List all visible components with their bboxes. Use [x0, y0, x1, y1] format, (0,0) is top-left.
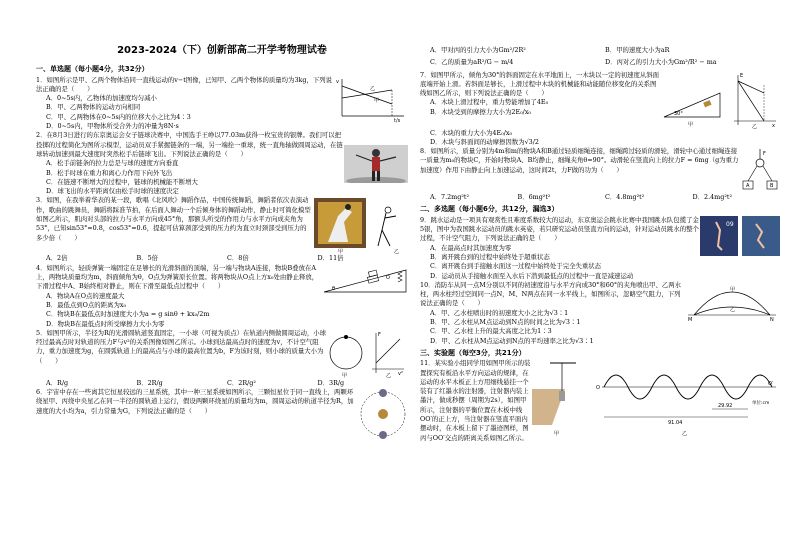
- q3-yi-label: 乙: [394, 249, 400, 255]
- q11-dim-1: 29.92: [718, 403, 733, 410]
- q1-t-axis-label: t/s: [394, 117, 401, 124]
- q7-option-d: D．木块与斜面间的动摩擦因数为√3/2: [430, 137, 539, 146]
- q5-option-a: A．R/g: [46, 378, 69, 387]
- q2-option-a: A．松手前链条的拉力总是与球的速度方向垂直: [46, 159, 179, 168]
- q4-incline-spring-diagram: [322, 264, 408, 294]
- q9-option-c: C．离开跳台到手接触水面这一过程中始终处于完全失重状态: [430, 262, 602, 271]
- q5-options: [36, 379, 408, 388]
- q3-options: [36, 254, 408, 263]
- section-experiment: 三、实验题（每空3分，共21分）: [420, 348, 526, 357]
- q10-yi-label: 乙: [730, 306, 736, 313]
- q10-option-b: B．甲、乙水柱从M点运动到N点的时间之比为√3∶1: [430, 318, 581, 327]
- q11-oprime-label: O′: [768, 381, 774, 388]
- question-8: [420, 147, 780, 193]
- q6-three-star-diagram: [358, 388, 408, 440]
- q11-dim-2: 91.04: [668, 420, 683, 427]
- q9-stem: 9．跳水运动是一项具有观赏性且难度系数较大的运动，东京奥运会跳水比赛中我国跳水队包揽了金5银，图中为我国跳水运动员的跳水英姿，若只研究运动员竖直方向的运动，针对运动员跳水的整个过程，不计空气阻力，下列说法正确的是（ ）: [420, 215, 699, 243]
- q10-stem: 10．消防车从同一点M分别以不同的初速度沿与水平方向成30°和60°的夹角喷出甲、乙两水柱，两水柱经过空间同一点N，M、N两点在同一水平线上，如图所示，忽略空气阻力，下列说法正确的是（ ）: [420, 280, 681, 308]
- q9-dive-number: 09: [726, 220, 734, 228]
- q4-option-d: D．物块B在最低点时所受摩擦力大小为零: [46, 319, 165, 328]
- q5-option-b: B．2R/g: [136, 378, 163, 387]
- section-multi-choice: 二、多选题（每小题6分，共12分，漏选3）: [420, 205, 559, 214]
- q8-option-c: C．4.8mg²t²: [605, 193, 645, 202]
- q10-option-d: D．甲、乙水柱从M点运动到N点的平均速率之比为√3∶1: [430, 336, 594, 345]
- q7-option-a: A．木块上滑过程中，重力势能增加了4E₀: [430, 98, 549, 107]
- q7-yi-label: 乙: [752, 123, 758, 129]
- q4-option-a: A．物块A在O点的速度最大: [46, 291, 125, 300]
- q10-m-label: M: [688, 316, 693, 321]
- q8-b-label: B: [770, 183, 774, 190]
- q8-pulley-diagram: [740, 147, 780, 193]
- left-column: [36, 0, 408, 549]
- q11-stem: 11．某实验小组同学用如图甲所示的装置探究有板沿水平方向运动的规律，在运动的水平木板正上方用细线悬挂一个装有了红墨水的注射器，注射器内装上墨汁，做成秒摆（周期为2s），如图甲所示，注射器的平衡位置在木板中线OO′的正上方，当注射器在竖直平面内摆动时，在木板上留下了墨迹图样，图丙与OO′交点的距离关系如图乙所示。: [420, 359, 531, 442]
- q11-o-label: O: [596, 385, 600, 392]
- q7-x-axis-label: x: [772, 122, 775, 129]
- q8-a-label: A: [746, 183, 750, 190]
- q3-option-d: D．11倍: [317, 254, 344, 263]
- q1-vt-graph: [334, 76, 408, 124]
- q10-water-arcs-diagram: [684, 281, 780, 321]
- q3-dancer-figures: [312, 196, 408, 254]
- q1-option-c: C．甲、乙两物体在0~5s内的位移大小之比为4∶3: [46, 112, 191, 121]
- q11-jia-label: 甲: [554, 431, 560, 438]
- q5-option-c: C．2R/g²: [227, 378, 256, 387]
- q1-option-a: A．0~5s内，乙物体的加速度均匀减小: [46, 94, 157, 103]
- q7-option-c: C．木块的重力大小为4E₀/x₀: [430, 128, 513, 137]
- q7-angle-label: 30°: [674, 110, 683, 117]
- q6-option-d: D．丙对乙的引力大小为Gm²/R² − ma: [605, 58, 717, 67]
- question-4: [36, 264, 408, 329]
- q4-theta-label: θ: [332, 285, 336, 292]
- q7-e-axis-label: E: [740, 72, 744, 79]
- q11-pendulum-board-diagram: [532, 359, 778, 437]
- q4-stem: 4．如图所示，轻质弹簧一端固定在足够长的光滑斜面的顶端，另一端与物块A连接，物块B叠放在A上，两物块质量均为m，斜面倾角为θ，O点为弹簧原长位置。将两物块从O点上方x₀处由静止释放，下滑过程中A、B始终相对静止，则在下滑至最低点过程中（ ）: [36, 263, 319, 291]
- q9-diving-photos: [700, 216, 780, 256]
- q7-jia-label: 甲: [688, 121, 694, 128]
- question-11: [420, 359, 780, 443]
- q8-option-a: A．7.2mg²t²: [430, 193, 470, 202]
- question-10: [420, 281, 780, 346]
- q1-v-axis-label: v: [336, 78, 339, 85]
- question-2: [36, 131, 408, 196]
- q5-circle-track-diagram: [328, 329, 408, 379]
- q5-f-axis-label: F: [378, 331, 381, 338]
- q5-stem: 5．如图甲所示，半径为R的光滑圆轨道竖直固定，一小球（可视为质点）在轨道内侧做圆周运动，小球经过最高点时对轨道的压力F与v²的关系图像如图乙所示。小球到达最高点时的速度为v，不计空气阻力，重力加速度为g，在圆弧轨道上的最高点与小球的最高位置为b，F为该时刻，则小球的质量大小为（ ）: [36, 328, 327, 365]
- q2-option-d: D．球飞出的水平距离仅由松手时球的速度决定: [46, 187, 179, 196]
- right-column: [420, 0, 780, 549]
- q2-hammer-throw-photo: [344, 131, 408, 183]
- q5-v2-axis-label: v²: [398, 370, 403, 377]
- q1-option-d: D．0~5s内，甲物体所受合外力的冲量为8N·s: [46, 122, 179, 131]
- q6-options-row2: [420, 58, 780, 67]
- question-1: [36, 76, 408, 132]
- question-6: [36, 388, 408, 440]
- q8-f-label: F: [763, 151, 766, 158]
- q9-option-a: A．在最高点时其加速度为零: [430, 243, 512, 252]
- q6-option-b: B．甲的速度大小为aR: [605, 46, 670, 54]
- q2-stem: 2．在8月3日进行的东京奥运会女子链球决赛中，中国选手王峥以77.03m获得一枚宝贵的银牌。我们可以把投掷的过程简化为图所示模型，运动员双手紧握链条的一端，另一端拴一重球，统一直角轴做圆周运动，在链球转动加速到最大速度时突然松手后链球飞出。下列说法正确的是（ ）: [36, 131, 343, 158]
- q8-options: [420, 193, 780, 202]
- q3-option-b: B．5倍: [136, 254, 159, 263]
- q6-option-c: C．乙的质量为aR²/G − m/4: [430, 58, 514, 67]
- q5-jia-label: 甲: [342, 372, 348, 379]
- q1-option-b: B．甲、乙两物体的运动方向相同: [46, 103, 141, 112]
- q2-option-b: B．松手时球在重力和离心力作用下向外飞出: [46, 168, 173, 177]
- q10-option-a: A．甲、乙水柱喷出时的初速度大小之比为√3∶1: [430, 308, 569, 317]
- question-3: [36, 196, 408, 254]
- q10-jia-label: 甲: [730, 286, 736, 293]
- q3-jia-label: 甲: [338, 249, 344, 255]
- q6-stem: 6．宇宙中存在一些离其它恒星较远的三星系统，其中一种三星系统如图所示，三颗恒星位于同一直线上，两颗环绕星甲、丙绕中央星乙在同一半径的圆轨道上运行，假设两颗环绕星的质量均为m，圆周运动的轨道半径为R，加速度的大小均为a，引力常量为G，下列说法正确的是（ ）: [36, 388, 354, 415]
- question-7: [420, 71, 780, 129]
- page-title: 2023-2024（下）创新部高二开学考物理试卷: [117, 45, 327, 56]
- q3-option-a: A．2倍: [46, 254, 68, 263]
- q7-option-b: B．木块受到的摩擦力大小为2E₀/x₀: [430, 107, 531, 116]
- question-5: [36, 329, 408, 379]
- q4-o-label: O: [386, 274, 390, 281]
- q10-n-label: N: [770, 316, 774, 321]
- q5-option-d: D．3R/g: [317, 378, 345, 387]
- q11-unit-label: 单位:cm: [752, 401, 770, 407]
- q9-option-b: B．离开跳台到的过程中始终处于超重状态: [430, 252, 550, 261]
- q3-option-c: C．8倍: [227, 254, 249, 263]
- q8-stem: 8．如图所示，质量分别为4m和m的物块A和B通过轻质细绳连接，细绳跨过轻质的滑轮，滑轮中心通过细绳连接一质量为m₀的物块C，开始时物块A、B均静止，细绳夹角θ=90°。动滑轮在竖直向上的拉力F = 6mg（g为重力加速度）作用下由静止向上加速运动，这时间2t，力F做的功为（ ）: [420, 147, 739, 174]
- q11-yi-label: 乙: [682, 431, 688, 438]
- q4-option-b: B．最低点到O点的距离为x₀: [46, 300, 127, 309]
- q10-option-c: C．甲、乙水柱上升的最大高度之比为1∶3: [430, 327, 552, 336]
- q8-option-b: B．6mg²t²: [517, 193, 551, 202]
- q1-yi-label: 乙: [370, 85, 376, 92]
- q1-stem: 1．如图所示是甲、乙两个物体沿同一直线运动的v−t图像，已知甲、乙两个物体的质量均为3kg，下列说法正确的是（ ）: [36, 75, 333, 93]
- q1-jia-label: 甲: [374, 97, 380, 104]
- q5-yi-label: 乙: [386, 372, 392, 379]
- q4-option-c: C．物块B在最低点时加速度大小为a = g sinθ + kx₀/2m: [46, 310, 210, 319]
- q2-option-c: C．在链速不断增大的过程中，链球的机械能不断增大: [46, 177, 198, 186]
- section-single-choice: 一、单选题（每小题4分，共32分）: [36, 65, 149, 74]
- q9-option-d: D．运动员从手接触水面至入水后下潜到最低点的过程中一直是减速运动: [430, 271, 634, 280]
- q7-stem: 7．如图甲所示，倾角为30°的斜面固定在水平地面上，一木块以一定的初速度从斜面底端开始上滑。若斜面足够长，上滑过程中木块的机械能和动能随位移变化的关系图线如图乙所示，则下列说法正确的是（ ）: [420, 70, 660, 98]
- q6-options-row1: [420, 46, 780, 55]
- q6-option-a: A．甲对丙的引力大小为Gm²/2R²: [430, 46, 526, 54]
- q3-stem: 3．如图，在我举着华表的某一段，歌唱《北风吹》舞蹈作品，中国传统舞蹈，舞蹈者依次表演动作，歌曲的跳舞员，舞蹈将踩准节拍，在后面人舞动一个后倾身体的舞蹈动作，静止时可简化模型如图乙所示，肌肉对头部的拉力与水平方向成45°角，那额头所受的作用力与水平方向成夹角为53°，已知sin53°=0.8，cos53°=0.6，提起可估算颈部受到的压力约为直立时颈部受到压力的多少倍（ ）: [36, 196, 311, 242]
- question-9: [420, 216, 780, 272]
- q8-option-d: D．2.4mg²t²: [692, 193, 733, 202]
- q7-incline-and-energy-graph: [660, 71, 780, 129]
